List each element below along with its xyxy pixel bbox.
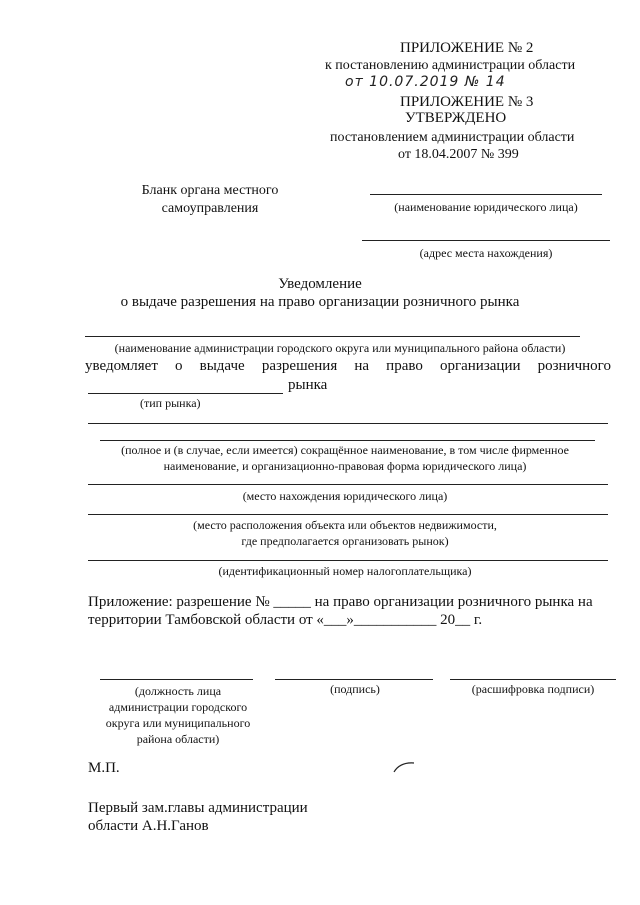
position-caption-3: округа или муниципального [105,716,251,730]
legal-name-caption: (наименование юридического лица) [394,200,578,214]
decoding-caption: (расшифровка подписи) [471,682,595,696]
notify-word: право [386,358,423,374]
notify-word: розничного [537,358,611,374]
objects-caption-1: (место расположения объекта или объектов недвижимости, [193,518,497,532]
decoding-signature-line [450,679,616,680]
appendix-3-title: ПРИЛОЖЕНИЕ № 3 [400,94,534,110]
inn-caption: (идентификационный номер налогоплательщика) [218,564,472,578]
position-signature-line [100,679,253,680]
address-line [362,240,610,241]
handwritten-date: от 10.07.2019 № 14 [345,74,506,90]
admin-name-line [85,336,580,337]
position-caption-1: (должность лица [134,684,222,698]
notice-title: Уведомление [278,276,362,292]
handwritten-mark-icon [392,760,416,774]
footer-line-1: Первый зам.главы администрации [88,800,308,816]
market-word: рынка [288,377,328,393]
objects-location-line [88,514,608,515]
notify-word: разрешения [261,358,338,374]
notify-word: уведомляет [85,358,158,374]
notify-word: о [175,358,183,374]
blank-line-2: самоуправления [161,201,259,216]
notify-word: на [354,358,370,374]
attachment-line-2: территории Тамбовской области от «___»___________ 20__ г. [88,612,483,628]
appendix-2-reference: к постановлению администрации области [325,58,576,73]
position-caption-2: администрации городского [108,700,248,714]
legal-name-line [370,194,602,195]
full-name-line-1 [88,423,608,424]
full-name-caption-1: (полное и (в случае, если имеется) сокращённое наименование, в том числе фирменное [121,443,569,457]
inn-line [88,560,608,561]
blank-line-1: Бланк органа местного [141,183,279,198]
notify-word: выдаче [199,358,245,374]
notice-subtitle: о выдаче разрешения на право организации розничного рынка [120,294,520,310]
notify-line [85,358,611,375]
location-caption: (место нахождения юридического лица) [242,489,448,503]
signature-line [275,679,433,680]
attachment-line-1: Приложение: разрешение № _____ на право организации розничного рынка на [88,594,593,610]
address-caption: (адрес места нахождения) [419,246,553,260]
full-name-caption-2: наименование, и организационно-правовая форма юридического лица) [163,459,527,473]
market-type-caption: (тип рынка) [140,396,201,410]
objects-caption-2: где предполагается организовать рынок) [241,534,449,548]
footer-line-2: области А.Н.Ганов [88,818,209,834]
market-type-line [88,393,283,394]
admin-name-caption: (наименование администрации городского округа или муниципального района области) [114,341,566,355]
stamp-label: М.П. [88,760,120,776]
full-name-line-2 [100,440,595,441]
resolution-date: от 18.04.2007 № 399 [398,147,519,162]
resolution-text: постановлением администрации области [330,130,575,145]
appendix-2-title: ПРИЛОЖЕНИЕ № 2 [400,40,534,56]
signature-caption: (подпись) [330,682,380,696]
notify-word: организации [439,358,521,374]
location-line [88,484,608,485]
position-caption-4: района области) [136,732,220,746]
approved-label: УТВЕРЖДЕНО [405,110,507,126]
